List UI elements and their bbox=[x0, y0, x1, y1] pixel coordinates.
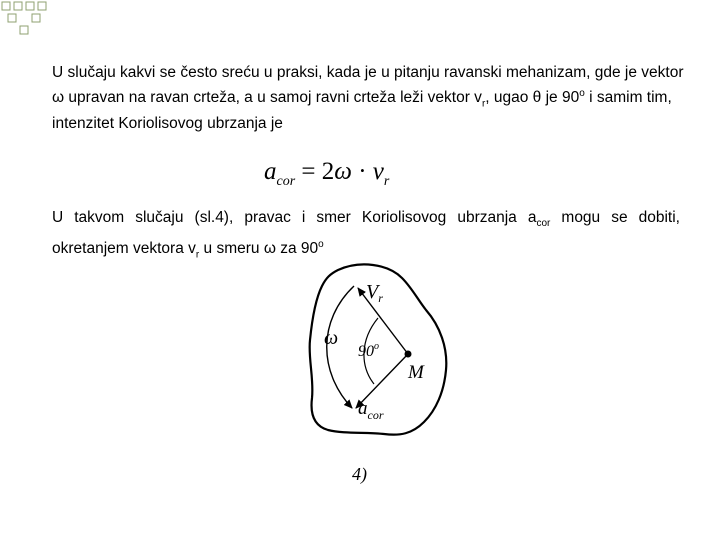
omega-symbol: ω bbox=[52, 88, 65, 106]
deco-square bbox=[38, 2, 46, 10]
deco-square bbox=[20, 26, 28, 34]
deco-square bbox=[14, 2, 22, 10]
paragraph-2: U takvom slučaju (sl.4), pravac i smer Koriolisovog ubrzanja $a_{cor}$ mogu se dobiti, okretanjem vektora $v_r$ u smeru ω za 90$^o$ bbox=[52, 209, 680, 260]
deco-square bbox=[8, 14, 16, 22]
deco-square bbox=[26, 2, 34, 10]
paragraph-1: U slučaju kakvi se često sreću u praksi, kada je u pitanju ravanski mehanizam, gde je vektor ω upravan na ravan crteža, a u samoj ravni crteža leži vektor $v_r$, ugao θ je 90$^o$ i samim tim, intenzitet Koriolisovog ubrzanja je bbox=[52, 64, 684, 133]
omega-label: ω bbox=[324, 327, 339, 349]
angle-label: 90$^o$ bbox=[358, 341, 379, 360]
coriolis-figure bbox=[300, 258, 450, 488]
deco-square bbox=[2, 2, 10, 10]
figure-caption: 4) bbox=[352, 464, 367, 484]
acor-label: $a_{cor}$ bbox=[358, 398, 384, 422]
omega-symbol: ω bbox=[263, 239, 276, 257]
corner-decoration bbox=[0, 0, 60, 45]
point-m-label: M bbox=[408, 362, 424, 383]
vr-label: $V_r$ bbox=[366, 281, 383, 305]
coriolis-formula: $a_{cor} = 2\omega \cdot v_r$ bbox=[264, 158, 390, 189]
deco-square bbox=[32, 14, 40, 22]
